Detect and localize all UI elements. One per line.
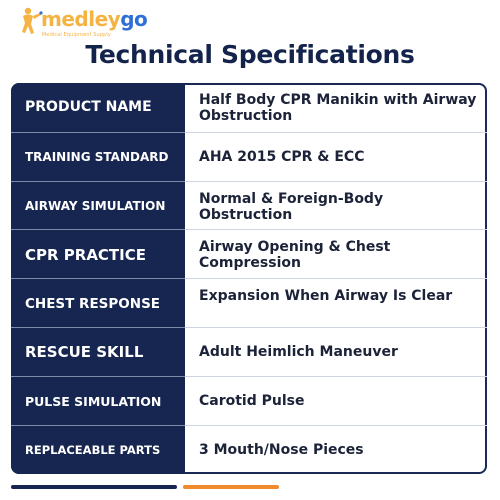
spec-row: [11, 328, 487, 377]
spec-row: [11, 230, 487, 279]
footer-accent-bar-navy: [11, 485, 177, 489]
specs-table: [11, 83, 487, 474]
brand-wordmark: [41, 8, 147, 30]
spec-label: CPR PRACTICE: [11, 230, 185, 279]
spec-value: Expansion When Airway Is Clear: [199, 288, 453, 305]
brand-tagline: Medical Equipment Supply: [42, 32, 111, 38]
spec-value: Carotid Pulse: [199, 392, 305, 409]
spec-value: Half Body CPR Manikin with Airway Obstruction: [199, 92, 477, 124]
brand-name-part1: med: [41, 7, 89, 31]
spec-label: PRODUCT NAME: [11, 83, 185, 132]
spec-row: [11, 182, 487, 231]
spec-label: REPLACEABLE PARTS: [11, 426, 185, 474]
spec-row: [11, 377, 487, 426]
footer-accent-bar-orange: [183, 485, 279, 489]
spec-row: [11, 83, 487, 132]
spec-label: RESCUE SKILL: [11, 328, 185, 377]
brand-logo[interactable]: [20, 4, 148, 42]
spec-value: 3 Mouth/Nose Pieces: [199, 441, 364, 458]
spec-value: Airway Opening & Chest Compression: [199, 239, 391, 272]
spec-label: TRAINING STANDARD: [11, 133, 185, 182]
spec-label: PULSE SIMULATION: [11, 377, 185, 426]
spec-value: AHA 2015 CPR & ECC: [199, 148, 365, 165]
brand-name-part2: ley: [88, 7, 121, 31]
brand-name-part3: go: [120, 7, 148, 31]
page-title: Technical Specifications: [85, 40, 415, 69]
spec-label: CHEST RESPONSE: [11, 279, 185, 328]
spec-label: AIRWAY SIMULATION: [11, 182, 185, 231]
spec-row: [11, 133, 487, 182]
spec-row: [11, 426, 487, 474]
spec-row: [11, 279, 487, 328]
spec-value: Adult Heimlich Maneuver: [199, 344, 398, 360]
spec-value: Normal & Foreign-Body Obstruction: [199, 190, 384, 223]
